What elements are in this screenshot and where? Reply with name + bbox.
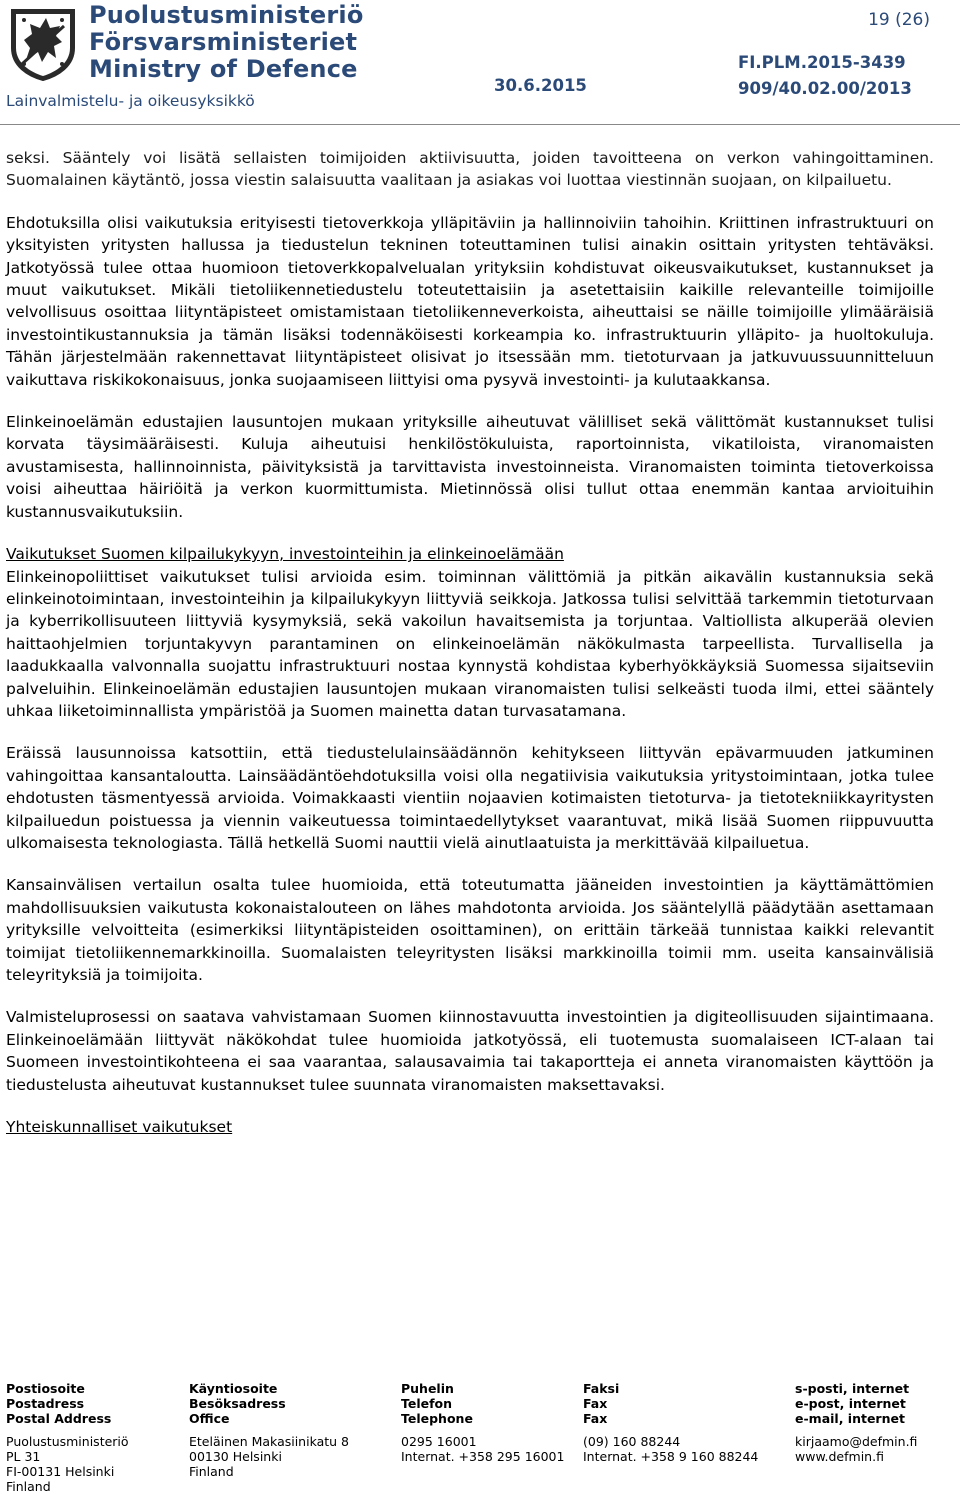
footer-label: Käyntiosoite (189, 1381, 278, 1396)
paragraph: Elinkeinopoliittiset vaikutukset tulisi arvioida esim. toiminnan välittömiä ja pitkän aikavälin kustannuksia sekä elinkeinotoimintaan, investointeihin ja kilpailukykyyn liittyviä seikkoja. Jatkossa tulisi selvittää tarkemmin tietoturvaan ja kyberrikollisuuteen liittyviä kysymyksiä, sekä vakoilun havaitsemista ja torjuntaa. Valtiollista alkuperää olevien haittaohjelmien torjuntakyvyn parantaminen on elinkeinoelämän näkökulmasta tarpeellista. Turvallisella ja laadukkaalla valvonnalla suojattu infrastruktuuri nostaa kynnystä kohdistaa kyberhyökkäyksiä Suomessa sijaitseviin palveluihin. Elinkeinoelämän edustajien lausuntojen mukaan viranomaisten tulisi selkeästi tuoda ilmi, ettei sääntely uhkaa liiketoiminnallista ympäristöä ja Suomen mainetta datan turvasatamana. (6, 567, 934, 720)
footer-value: Internat. +358 295 16001 (401, 1449, 565, 1464)
footer-value: Internat. +358 9 160 88244 (583, 1449, 759, 1464)
footer-label: Besöksadress (189, 1396, 286, 1411)
ministry-name (89, 2, 364, 83)
page-header (0, 0, 960, 120)
footer-label: Postadress (6, 1396, 85, 1411)
footer-label: Fax (583, 1396, 608, 1411)
footer-value: 00130 Helsinki (189, 1449, 282, 1464)
footer-label: Faksi (583, 1381, 620, 1396)
footer-website-link[interactable]: www.defmin.fi (795, 1449, 884, 1464)
header-divider (0, 124, 960, 125)
section-heading: Yhteiskunnalliset vaikutukset (6, 1118, 233, 1137)
footer-label: Puhelin (401, 1381, 454, 1396)
footer-value: (09) 160 88244 (583, 1434, 681, 1449)
document-date: 30.6.2015 (494, 76, 587, 95)
footer-label: Postiosoite (6, 1381, 85, 1396)
footer-value: Finland (6, 1479, 51, 1494)
footer-label: e-post, internet (795, 1396, 906, 1411)
footer-value: Puolustusministeriö (6, 1434, 129, 1449)
document-reference (738, 50, 912, 102)
paragraph: Ehdotuksilla olisi vaikutuksia erityisesti tietoverkkoja ylläpitäviin ja hallinnoiviin tahoihin. Kriittinen infrastruktuuri on yksityisten yritysten hallussa ja tiedustelun tekninen toteuttaminen tulisi ainakin osittain yritysten tehtäväksi. Jatkotyössä tulee ottaa huomioon tietoverkkopalvelualan yrityksiin kohdistuvat oikeusvaikutukset, kustannukset ja muut vaikutukset. Mikäli tietoliikennetiedustelu toteutettaisiin ja asetettaisiin kaikille relevanteille toimijoille velvollisuus osoittaa liityntäpisteet omistamistaan tietoliikenneverkoista, aiheuttaisi se näille toimijoille ylimääräisiä investointikustannuksia ja tämän lisäksi todennäköisesti korkeampia ko. infrastruktuurin ylläpito- ja huoltokuluja. Tähän järjestelmään rakennettavat liityntäpisteet olisivat jo itsessään mm. tietoturvaan ja jatkuvuussuunnitteluun vaikuttava riskikokonaisuus, jonka suojaamiseen liittyisi oma pysyvä investointi- ja kulutaakkansa. (6, 213, 934, 389)
footer-label: Telephone (401, 1411, 473, 1426)
ministry-name-sv: Försvarsministeriet (89, 28, 358, 56)
footer-office-address (189, 1381, 349, 1479)
paragraph: Valmisteluprosessi on saatava vahvistamaan Suomen kiinnostavuutta investointien ja digiteollisuuden sijaintimaana. Elinkeinoelämään liittyvät näkökohdat tulee huomioida jatkotyössä, eli tuotemusta suomalaiseen ICT-alaan tai Suomeen investointikohteena ei saa vaarantaa, salausavaimia tai takaportteja ei anneta viranomaisten käyttöön ja tiedustelusta aiheutuvat kustannukset tulee suunnata viranomaisten maksettavaksi. (6, 1008, 934, 1094)
footer-value: PL 31 (6, 1449, 41, 1464)
department-name: Lainvalmistelu- ja oikeusyksikkö (6, 92, 255, 110)
paragraph: Elinkeinoelämän edustajien lausuntojen mukaan yrityksille aiheutuvat välilliset sekä välittömät kustannukset tulisi korvata täysimääräisesti. Kuluja aiheutuisi henkilöstökuluista, raportoinnista, vikatiloista, viranomaisten avustamisesta, hallinnoinnista, päivityksistä ja tarvittavista investoinneista. Viranomaisten toiminta tietoverkoissa voisi aiheuttaa häiriöitä ja verkon kuormittumista. Mietinnössä olisi tullut ottaa enemmän kantaa arvioituihin kustannusvaikutuksiin. (6, 413, 934, 521)
paragraph: Eräissä lausunnoissa katsottiin, että tiedustelulainsäädännön kehitykseen liittyvän epävarmuuden jatkuminen vahingoittaa kansantaloutta. Lainsäädäntöehdotuksilla voisi olla negatiivisia vaikutuksia yritystoimintaan, jotka tulee ehdotusten täsmentyessä arvioida. Voimakkaasti vientiin nojaavien kotimaisten tietoturva- ja tietotekniikkayritysten kilpailuedun poistuessa ja viennin vaikeutuessa toimintaedellytykset vaarantuvat, mikä lisää Suomen riippuvuutta ulkomaisesta teknologiasta. Tällä hetkellä Suomi nauttii vielä ainutlaatuista ja merkittävää kilpailuetua. (6, 744, 934, 852)
paragraph: Kansainvälisen vertailun osalta tulee huomioida, että toteutumatta jääneiden investointien ja käyttämättömien mahdollisuuksien vaikutusta kokonaistalouteen on lähes mahdotonta arvioida. Jos sääntelyllä päädytään asettamaan yrityksille velvoitteita (esimerkiksi liityntäpisteiden osoittaminen), on erittäin tärkeää tunnistaa kaikki relevantit toimijat tietoliikennemarkkinoilla. Suomalaisten teleyritysten lisäksi markkinoilla toimii mm. useita kansainvälisiä teleyrityksiä ja toimijoita. (6, 876, 934, 984)
footer-telephone (401, 1381, 564, 1464)
footer-label: e-mail, internet (795, 1411, 905, 1426)
footer-label: Postal Address (6, 1411, 112, 1426)
footer-value: Finland (189, 1464, 234, 1479)
ministry-name-fi: Puolustusministeriö (89, 1, 364, 29)
ministry-name-en: Ministry of Defence (89, 55, 358, 83)
file-number: 909/40.02.00/2013 (738, 79, 912, 98)
footer-value: 0295 16001 (401, 1434, 477, 1449)
footer-fax (583, 1381, 758, 1464)
section-heading: Vaikutukset Suomen kilpailukykyyn, investointeihin ja elinkeinoelämään (6, 545, 564, 564)
reference-number: FI.PLM.2015-3439 (738, 53, 906, 72)
footer-label: Fax (583, 1411, 608, 1426)
footer-label: s-posti, internet (795, 1381, 910, 1396)
coat-of-arms-icon (4, 4, 82, 82)
footer-label: Office (189, 1411, 230, 1426)
footer-value: FI-00131 Helsinki (6, 1464, 115, 1479)
document-body (6, 147, 934, 1138)
page-number: 19 (26) (868, 10, 930, 30)
footer-label: Telefon (401, 1396, 453, 1411)
footer-value: Eteläinen Makasiinikatu 8 (189, 1434, 350, 1449)
paragraph: seksi. Sääntely voi lisätä sellaisten toimijoiden aktiivisuutta, joiden tavoitteena on verkon vahingoittaminen. Suomalainen käytäntö, jossa viestin salaisuutta vaalitaan ja asiakas voi luottaa viestinnän suojaan, on kilpailuetu. (6, 149, 934, 190)
footer-postal-address (6, 1381, 129, 1494)
footer-email-internet (795, 1381, 917, 1464)
footer-email-link[interactable]: kirjaamo@defmin.fi (795, 1434, 918, 1449)
